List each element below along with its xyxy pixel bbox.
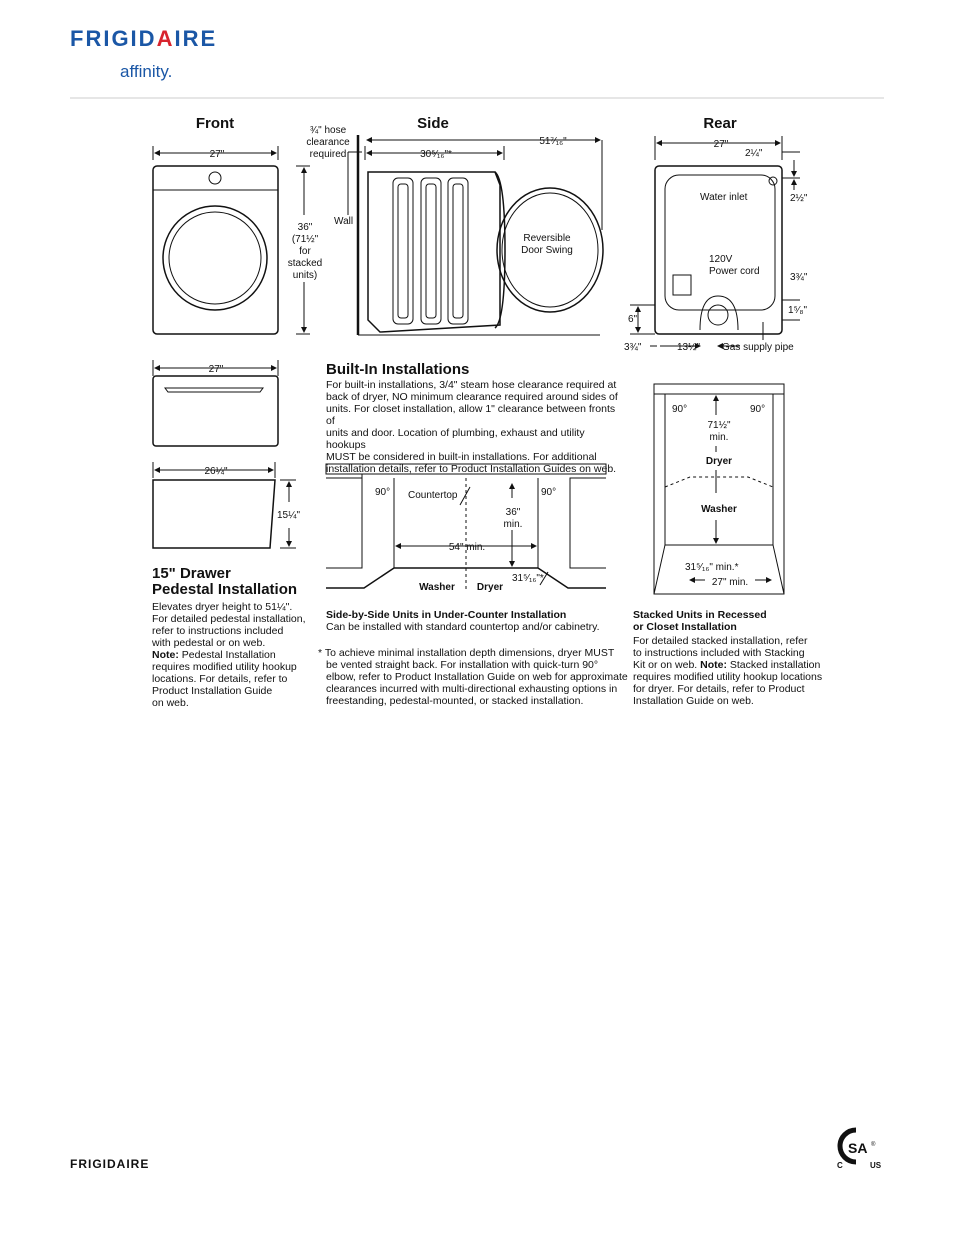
water-inlet-label: Water inlet <box>700 192 748 203</box>
front-height-4: stacked <box>287 258 323 269</box>
stack-width: 27" min. <box>711 577 749 588</box>
stack-note-label: Note: <box>700 659 727 671</box>
side-total-depth: 51⁷⁄₁₆" <box>539 136 567 147</box>
door-label-2: Door Swing <box>521 245 573 256</box>
front-height-2: (71½" <box>291 234 319 245</box>
footnote-5: freestanding, pedestal-mounted, or stacked installation. <box>326 695 584 707</box>
front-height-1: 36" <box>297 222 313 233</box>
uc-caption-sub: Can be installed with standard countertop and/or cabinetry. <box>326 621 600 633</box>
uc-washer-label: Washer <box>419 582 455 593</box>
svg-text:US: US <box>870 1161 882 1170</box>
pedestal-height: 15¼" <box>277 510 301 521</box>
builtin-section <box>326 361 626 475</box>
front-title: Front <box>195 115 235 132</box>
footnote-1: * To achieve minimal installation depth dimensions, dryer MUST <box>318 647 615 659</box>
builtin-desc-1: For built-in installations, 3/4" steam hose clearance required at <box>326 379 617 391</box>
side-depth: 30⁵⁄₁₆"* <box>420 149 452 160</box>
front-height-5: units) <box>292 270 318 281</box>
brand-logo: FRIGIDAIRE <box>70 26 218 51</box>
stack-desc-1: For detailed stacked installation, refer <box>633 635 808 647</box>
hose-label-1: ¾" hose <box>309 125 347 136</box>
rear-dim-5: 6" <box>628 314 638 325</box>
power-label-1: 120V <box>709 254 733 265</box>
uc-angle-left: 90° <box>375 487 391 498</box>
stack-note-rest: Stacked installation <box>726 659 821 671</box>
pedestal-note-3: Product Installation Guide <box>152 685 273 697</box>
builtin-desc-3: units. For closet installation, allow 1" clearance between fronts of <box>326 403 616 427</box>
pedestal-note-4: on web. <box>152 697 189 709</box>
svg-text:C: C <box>837 1161 843 1170</box>
uc-depth: 31⁵⁄₁₆"* <box>512 573 544 584</box>
hose-label-2: clearance <box>306 137 350 148</box>
uc-caption-title: Side-by-Side Units in Under-Counter Installation <box>326 609 567 621</box>
pedestal-note-2: locations. For details, refer to <box>152 673 288 685</box>
stack-desc-tail-1: requires modified utility hookup locations <box>633 671 823 683</box>
rear-dim-7: 13½" <box>677 342 701 353</box>
svg-text:®: ® <box>871 1142 876 1148</box>
subbrand: affinity. <box>120 62 173 81</box>
pedestal-note-first: Pedestal Installation <box>178 649 276 661</box>
stack-desc-2: to instructions included with Stacking <box>633 647 805 659</box>
gas-label: Gas supply pipe <box>722 342 794 353</box>
brand-triangle: A <box>156 26 175 51</box>
stack-angle-left: 90° <box>672 404 688 415</box>
stacked-caption <box>633 609 833 707</box>
pedestal-desc-1: Elevates dryer height to 51¼". <box>152 601 293 613</box>
stack-height-1: 71½" <box>707 420 731 431</box>
rear-title: Rear <box>703 115 737 132</box>
hose-label-3: required <box>309 149 347 160</box>
uc-dryer-label: Dryer <box>476 582 504 593</box>
pedestal-width: 27" <box>208 364 224 375</box>
door-label-1: Reversible <box>523 233 571 244</box>
footnote-2: be vented straight back. For installation with quick-turn 90° <box>326 659 599 671</box>
pedestal-note-label: Note: <box>152 649 179 661</box>
pedestal-desc-4: with pedestal or on web. <box>152 637 266 649</box>
stack-depth: 31⁵⁄₁₆" min.* <box>685 562 739 573</box>
uc-angle-right: 90° <box>541 487 557 498</box>
stack-washer-label: Washer <box>701 504 737 515</box>
svg-text:SA: SA <box>848 1140 868 1156</box>
pedestal-section <box>152 566 312 709</box>
uc-height-2: min. <box>503 519 523 530</box>
rear-width: 27" <box>713 139 729 150</box>
builtin-desc-5: MUST be considered in built-in installations. For additional <box>326 451 597 463</box>
side-title: Side <box>417 115 449 132</box>
rear-dim-1: 2¼" <box>745 148 763 159</box>
stack-angle-right: 90° <box>750 404 766 415</box>
footnote <box>318 647 628 707</box>
rear-dim-2: 2½" <box>790 193 808 204</box>
uc-height-1: 36" <box>505 507 521 518</box>
pedestal-title-1: 15" Drawer <box>152 565 231 582</box>
wall-label: Wall <box>334 216 354 227</box>
front-height-3: for <box>299 246 311 257</box>
footer-brand: FRIGIDAIRE <box>70 1157 150 1171</box>
csa-logo <box>834 1126 884 1170</box>
footnote-4: clearances incurred with multi-directional exhausting options in <box>326 683 618 695</box>
rear-dim-4: 1⁵⁄₈" <box>788 305 808 316</box>
rear-dim-3: 3¾" <box>790 272 808 283</box>
stack-desc-tail-2: for dryer. For details, refer to Product <box>633 683 805 695</box>
stack-caption-2: or Closet Installation <box>633 621 737 633</box>
front-width: 27" <box>209 149 225 160</box>
stack-desc-tail-3: Installation Guide on web. <box>633 695 754 707</box>
power-label-2: Power cord <box>709 266 760 277</box>
stack-caption-1: Stacked Units in Recessed <box>633 609 767 621</box>
pedestal-desc-3: refer to instructions included <box>152 625 284 637</box>
pedestal-depth: 26¼" <box>204 466 228 477</box>
builtin-desc-4: units and door. Location of plumbing, exhaust and utility hookups <box>326 427 585 451</box>
uc-width: 54" min. <box>448 542 486 553</box>
stack-desc-pre: Kit or on web. <box>633 659 701 671</box>
pedestal-desc-2: For detailed pedestal installation, <box>152 613 306 625</box>
undercounter-caption <box>326 609 626 633</box>
pedestal-title-2: Pedestal Installation <box>152 581 298 598</box>
stack-dryer-label: Dryer <box>705 456 733 467</box>
stack-height-2: min. <box>709 432 729 443</box>
pedestal-note-1: requires modified utility hookup <box>152 661 297 673</box>
rear-dim-6: 3¾" <box>624 342 642 353</box>
builtin-desc-6: installation details, refer to Product Installation Guides on web. <box>326 463 617 475</box>
footnote-3: elbow, refer to Product Installation Guide on web for approximate <box>326 671 628 683</box>
builtin-title: Built-In Installations <box>326 361 470 378</box>
builtin-desc-2: back of dryer, NO minimum clearance required around sides of <box>326 391 618 403</box>
countertop-label: Countertop <box>408 490 458 501</box>
